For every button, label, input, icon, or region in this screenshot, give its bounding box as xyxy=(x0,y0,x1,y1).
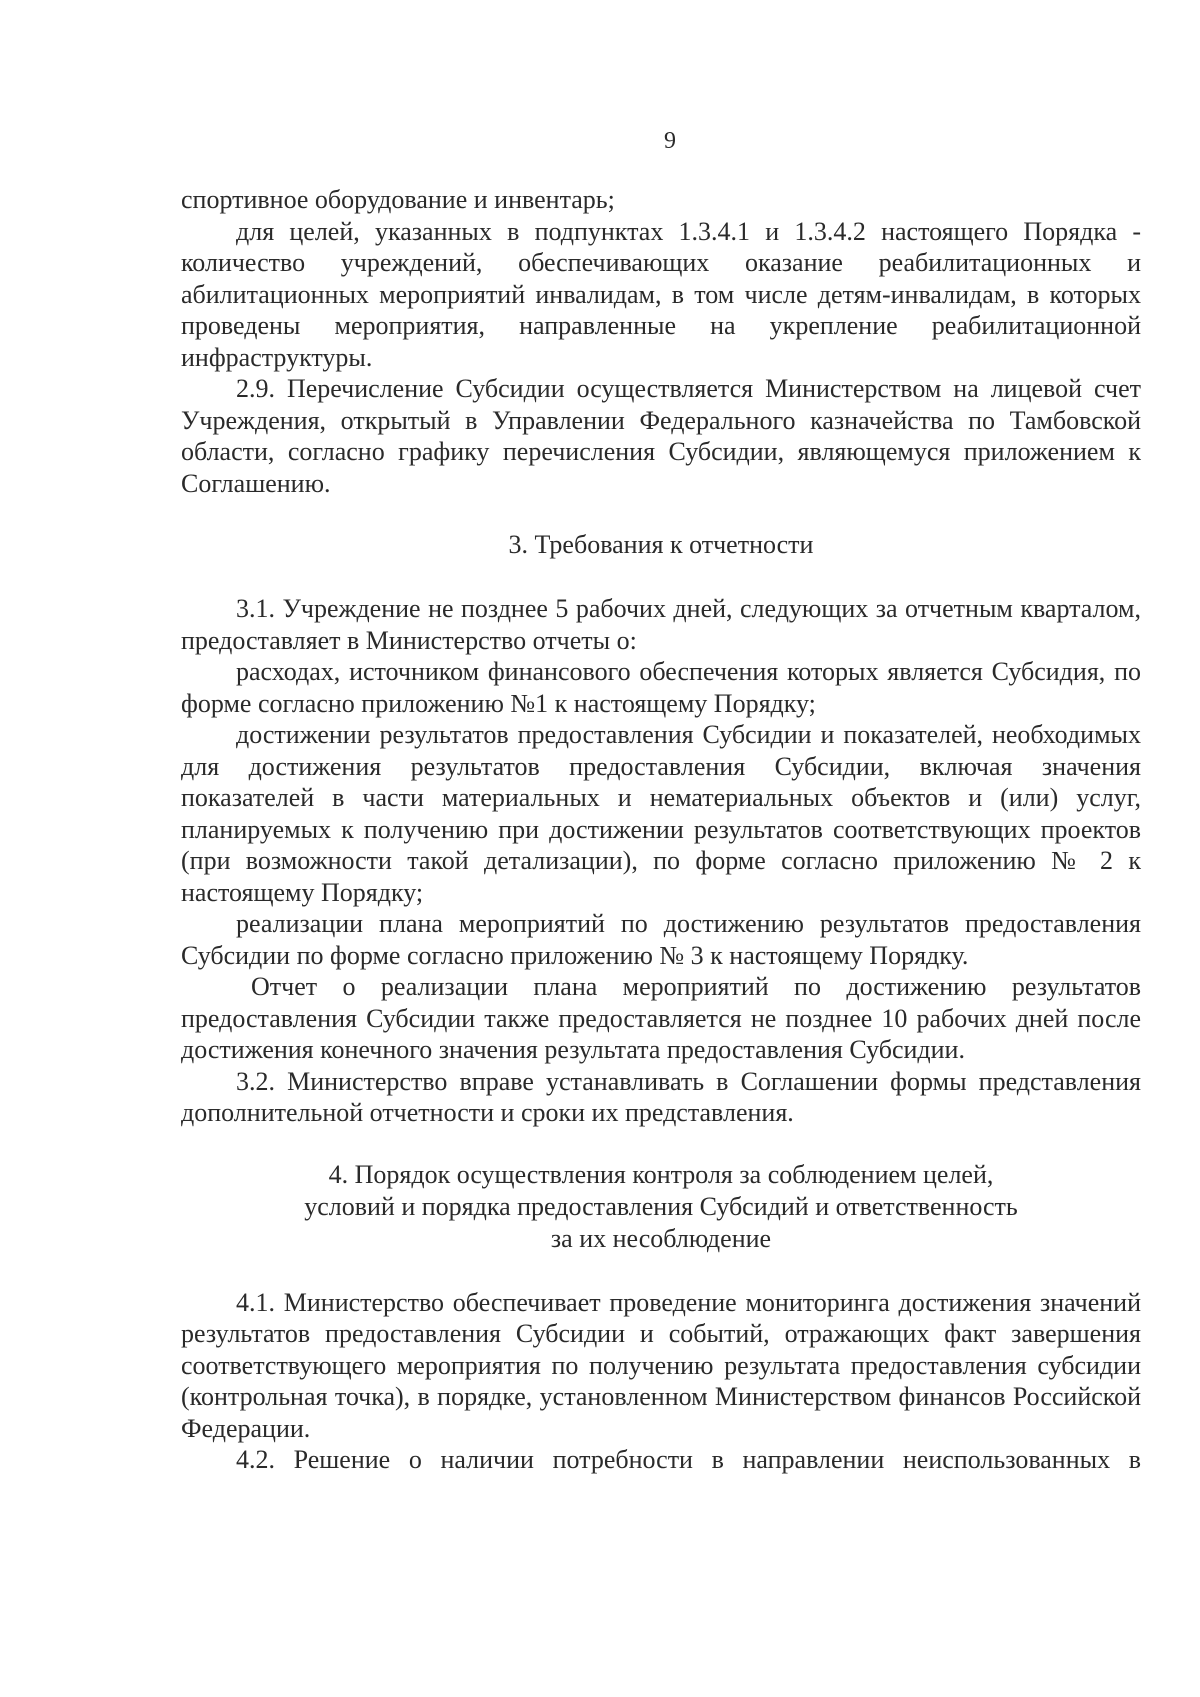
paragraph-equipment: спортивное оборудование и инвентарь; xyxy=(181,185,615,214)
paragraph-3-2: 3.2. Министерство вправе устанавливать в Соглашении формы представления дополнительной отчетности и сроки их представления. xyxy=(181,1066,1141,1127)
paragraph-expenses: расходах, источником финансового обеспечения которых является Субсидия, по форме согласно приложению №1 к настоящему Порядку; xyxy=(181,657,1141,718)
paragraph-4-1: 4.1. Министерство обеспечивает проведение мониторинга достижения значений результатов предоставления Субсидии и событий, отражающих факт завершения соответствующего мероприятия по получению результата предоставления субсидии (контрольная точка), в порядке, установленном Министерством финансов Российской Федерации. xyxy=(181,1287,1141,1443)
paragraph-plan-realization: реализации плана мероприятий по достижению результатов предоставления Субсидии по форме согласно приложению № 3 к настоящему Порядку. xyxy=(181,909,1141,970)
paragraph-achievement: достижении результатов предоставления Субсидии и показателей, необходимых для достижения результатов предоставления Субсидии, включая значения показателей в части материальных и нематериальных объектов и (или) услуг, планируемых к получению при достижении результатов соответствующих проектов (при возможности такой детализации), по форме согласно приложению № 2 к настоящему Порядку; xyxy=(181,720,1141,907)
paragraph-plan-report: Отчет о реализации плана мероприятий по достижению результатов предоставления Субсидии также предоставляется не позднее 10 рабочих дней после достижения конечного значения результата предоставления Субсидии. xyxy=(181,972,1141,1064)
paragraph-3-1: 3.1. Учреждение не позднее 5 рабочих дней, следующих за отчетным кварталом, предоставляет в Министерство отчеты о: xyxy=(181,594,1141,655)
section-4-title-line-3: за их несоблюдение xyxy=(550,1223,772,1253)
page-number: 9 xyxy=(664,128,676,154)
document-body xyxy=(181,184,1141,1476)
paragraph-4-2: 4.2. Решение о наличии потребности в направлении неиспользованных в xyxy=(236,1445,1141,1474)
paragraph-2-9: 2.9. Перечисление Субсидии осуществляется Министерством на лицевой счет Учреждения, открытый в Управлении Федерального казначейства по Тамбовской области, согласно графику перечисления Субсидии, являющемуся приложением к Соглашению. xyxy=(181,374,1141,498)
section-3-title: 3. Требования к отчетности xyxy=(508,530,814,559)
section-4-title-line-2: условий и порядка предоставления Субсидий и ответственность xyxy=(304,1191,1018,1221)
paragraph-institutions-count: для целей, указанных в подпунктах 1.3.4.1 и 1.3.4.2 настоящего Порядка - количество учреждений, обеспечивающих оказание реабилитационных и абилитационных мероприятий инвалидам, в том числе детям-инвалидам, в которых проведены мероприятия, направленные на укрепление реабилитационной инфраструктуры. xyxy=(181,216,1141,372)
section-4-title-line-1: 4. Порядок осуществления контроля за соблюдением целей, xyxy=(328,1159,994,1189)
